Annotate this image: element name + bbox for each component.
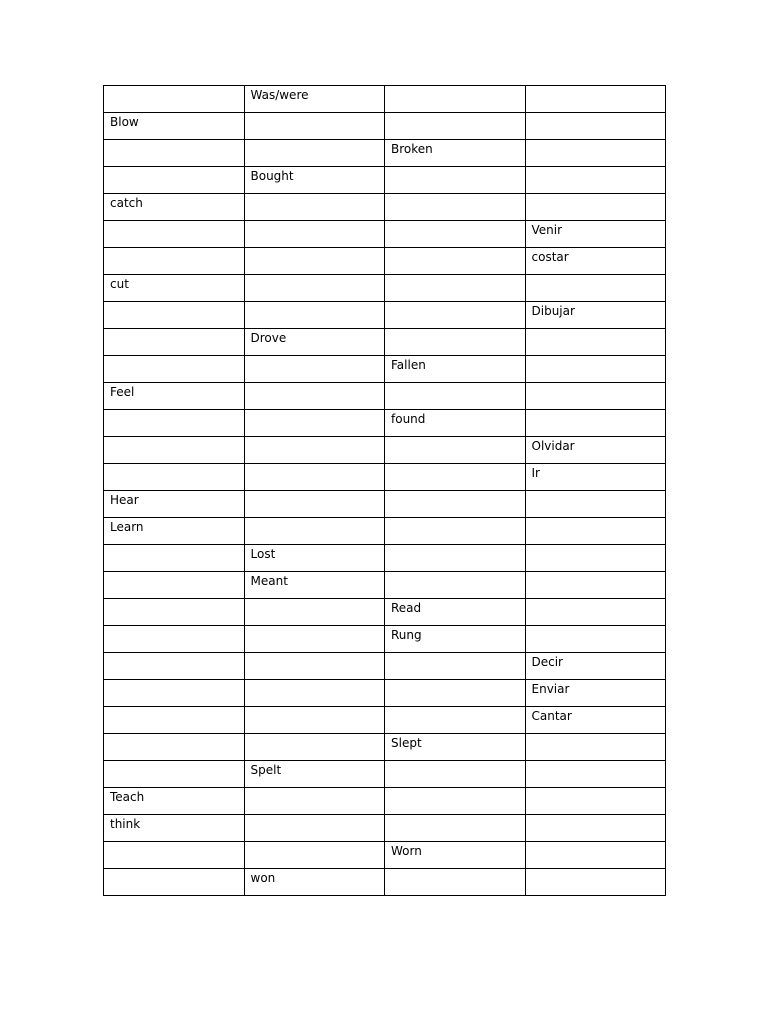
cell-infinitive [104, 869, 245, 896]
table-row [104, 707, 666, 734]
cell-infinitive [104, 302, 245, 329]
cell-spanish: Ir [525, 464, 666, 491]
cell-spanish [525, 842, 666, 869]
cell-infinitive [104, 86, 245, 113]
cell-infinitive: Blow [104, 113, 245, 140]
cell-infinitive [104, 599, 245, 626]
cell-past-simple [244, 194, 385, 221]
cell-past-simple [244, 248, 385, 275]
cell-past-participle [385, 707, 526, 734]
cell-infinitive [104, 248, 245, 275]
cell-past-simple [244, 815, 385, 842]
table-row [104, 248, 666, 275]
cell-infinitive [104, 410, 245, 437]
cell-past-participle [385, 680, 526, 707]
cell-spanish [525, 356, 666, 383]
cell-past-simple [244, 491, 385, 518]
cell-past-simple [244, 383, 385, 410]
cell-past-simple [244, 410, 385, 437]
cell-past-simple [244, 626, 385, 653]
cell-spanish [525, 140, 666, 167]
cell-infinitive: Feel [104, 383, 245, 410]
cell-past-participle [385, 86, 526, 113]
cell-past-simple [244, 437, 385, 464]
cell-past-participle [385, 437, 526, 464]
cell-past-participle [385, 302, 526, 329]
cell-past-simple: Meant [244, 572, 385, 599]
cell-spanish [525, 329, 666, 356]
cell-infinitive [104, 329, 245, 356]
table-row [104, 869, 666, 896]
cell-past-participle [385, 464, 526, 491]
cell-past-simple [244, 518, 385, 545]
table-row [104, 572, 666, 599]
cell-spanish [525, 383, 666, 410]
cell-infinitive: Hear [104, 491, 245, 518]
table-row [104, 491, 666, 518]
table-row [104, 545, 666, 572]
cell-infinitive [104, 653, 245, 680]
cell-past-simple [244, 680, 385, 707]
cell-infinitive [104, 545, 245, 572]
cell-infinitive [104, 464, 245, 491]
table-row [104, 356, 666, 383]
cell-past-simple: Bought [244, 167, 385, 194]
cell-past-participle [385, 815, 526, 842]
cell-infinitive [104, 140, 245, 167]
cell-past-participle [385, 653, 526, 680]
table-row [104, 734, 666, 761]
cell-past-simple [244, 464, 385, 491]
cell-past-simple: Lost [244, 545, 385, 572]
table-row [104, 464, 666, 491]
cell-spanish [525, 275, 666, 302]
cell-spanish [525, 734, 666, 761]
cell-past-participle [385, 221, 526, 248]
cell-spanish: Enviar [525, 680, 666, 707]
table-row [104, 599, 666, 626]
cell-spanish: Cantar [525, 707, 666, 734]
cell-infinitive [104, 734, 245, 761]
cell-past-simple [244, 707, 385, 734]
table-row [104, 842, 666, 869]
cell-past-participle [385, 329, 526, 356]
cell-past-simple [244, 599, 385, 626]
cell-past-participle: Rung [385, 626, 526, 653]
table-row [104, 680, 666, 707]
cell-infinitive [104, 707, 245, 734]
cell-past-simple [244, 734, 385, 761]
cell-spanish [525, 410, 666, 437]
cell-spanish: Decir [525, 653, 666, 680]
cell-past-participle [385, 788, 526, 815]
table-row [104, 302, 666, 329]
cell-past-participle [385, 572, 526, 599]
cell-spanish [525, 599, 666, 626]
cell-past-simple [244, 653, 385, 680]
table-row [104, 653, 666, 680]
cell-infinitive: Teach [104, 788, 245, 815]
cell-infinitive: think [104, 815, 245, 842]
cell-past-participle: Broken [385, 140, 526, 167]
cell-spanish: Venir [525, 221, 666, 248]
table-row [104, 329, 666, 356]
cell-past-participle [385, 167, 526, 194]
cell-spanish [525, 86, 666, 113]
cell-spanish [525, 788, 666, 815]
irregular-verbs-table [103, 85, 666, 896]
cell-infinitive [104, 680, 245, 707]
cell-infinitive: catch [104, 194, 245, 221]
table-row [104, 437, 666, 464]
cell-past-participle: Slept [385, 734, 526, 761]
cell-infinitive [104, 572, 245, 599]
cell-spanish [525, 572, 666, 599]
table-row [104, 815, 666, 842]
cell-past-simple [244, 221, 385, 248]
table-row [104, 383, 666, 410]
cell-past-participle [385, 869, 526, 896]
cell-spanish: Dibujar [525, 302, 666, 329]
table-row [104, 140, 666, 167]
table-row [104, 626, 666, 653]
table-row [104, 275, 666, 302]
cell-past-participle [385, 194, 526, 221]
table-row [104, 788, 666, 815]
cell-past-participle: Worn [385, 842, 526, 869]
cell-past-simple: won [244, 869, 385, 896]
cell-past-simple: Drove [244, 329, 385, 356]
cell-spanish: costar [525, 248, 666, 275]
cell-past-simple [244, 140, 385, 167]
table-row [104, 761, 666, 788]
cell-spanish [525, 194, 666, 221]
cell-past-participle [385, 113, 526, 140]
cell-past-participle: Fallen [385, 356, 526, 383]
cell-past-participle [385, 518, 526, 545]
cell-past-participle [385, 491, 526, 518]
cell-past-participle [385, 545, 526, 572]
cell-past-simple [244, 302, 385, 329]
table-row [104, 113, 666, 140]
cell-past-simple [244, 842, 385, 869]
cell-infinitive: cut [104, 275, 245, 302]
cell-spanish [525, 815, 666, 842]
cell-infinitive [104, 356, 245, 383]
cell-past-participle [385, 761, 526, 788]
cell-past-simple [244, 113, 385, 140]
cell-past-participle: Read [385, 599, 526, 626]
table-row [104, 518, 666, 545]
table-row [104, 410, 666, 437]
cell-infinitive: Learn [104, 518, 245, 545]
verbs-table-body [104, 86, 666, 896]
cell-past-simple: Spelt [244, 761, 385, 788]
cell-spanish [525, 113, 666, 140]
cell-spanish [525, 626, 666, 653]
cell-spanish [525, 518, 666, 545]
cell-spanish [525, 545, 666, 572]
cell-infinitive [104, 842, 245, 869]
cell-spanish [525, 869, 666, 896]
cell-spanish [525, 491, 666, 518]
cell-past-simple: Was/were [244, 86, 385, 113]
table-row [104, 86, 666, 113]
cell-past-participle [385, 383, 526, 410]
table-row [104, 221, 666, 248]
cell-past-participle [385, 275, 526, 302]
cell-past-simple [244, 356, 385, 383]
table-row [104, 194, 666, 221]
cell-infinitive [104, 167, 245, 194]
cell-infinitive [104, 437, 245, 464]
table-row [104, 167, 666, 194]
cell-infinitive [104, 221, 245, 248]
cell-past-participle [385, 248, 526, 275]
cell-spanish [525, 167, 666, 194]
cell-past-simple [244, 788, 385, 815]
cell-spanish [525, 761, 666, 788]
cell-past-simple [244, 275, 385, 302]
cell-infinitive [104, 761, 245, 788]
cell-spanish: Olvidar [525, 437, 666, 464]
cell-past-participle: found [385, 410, 526, 437]
cell-infinitive [104, 626, 245, 653]
